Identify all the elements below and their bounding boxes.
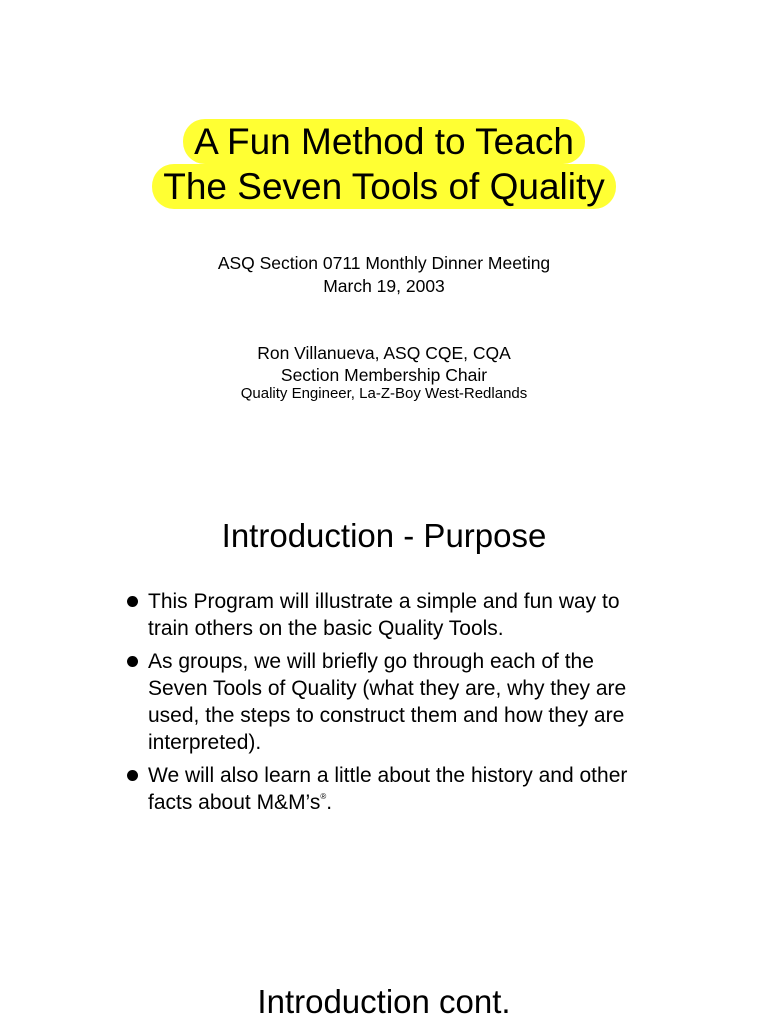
title-slide-header [0,112,768,209]
bullet-icon [127,770,138,781]
bullet-icon [127,596,138,607]
title-line-2: The Seven Tools of Quality [152,164,616,209]
bullet-text: This Program will illustrate a simple and fun way to train others on the basic Quality Tools. [148,590,620,640]
bullet-text: We will also learn a little about the history and other facts about M&M’s [148,764,628,814]
bullet-text: As groups, we will briefly go through each of the Seven Tools of Quality (what they are, why they are used, the steps to construct them and how they are interpreted). [148,650,627,754]
presenter-line: Ron Villanueva, ASQ CQE, CQA [257,343,511,363]
registered-mark: ® [320,792,327,801]
intro-bullet-list [127,588,647,822]
list-item [127,648,647,756]
title-line-1: A Fun Method to Teach [183,119,585,164]
event-line: ASQ Section 0711 Monthly Dinner Meeting [217,253,551,273]
list-item [127,588,647,642]
intro-purpose-heading: Introduction - Purpose [221,517,547,554]
bullet-end-period: . [326,791,333,814]
employer-line: Quality Engineer, La-Z-Boy West-Redlands [240,385,528,402]
list-item [127,762,647,816]
intro-cont-heading: Introduction cont. [257,983,511,1020]
bullet-icon [127,656,138,667]
date-line: March 19, 2003 [323,276,445,296]
role-line: Section Membership Chair [280,365,488,385]
